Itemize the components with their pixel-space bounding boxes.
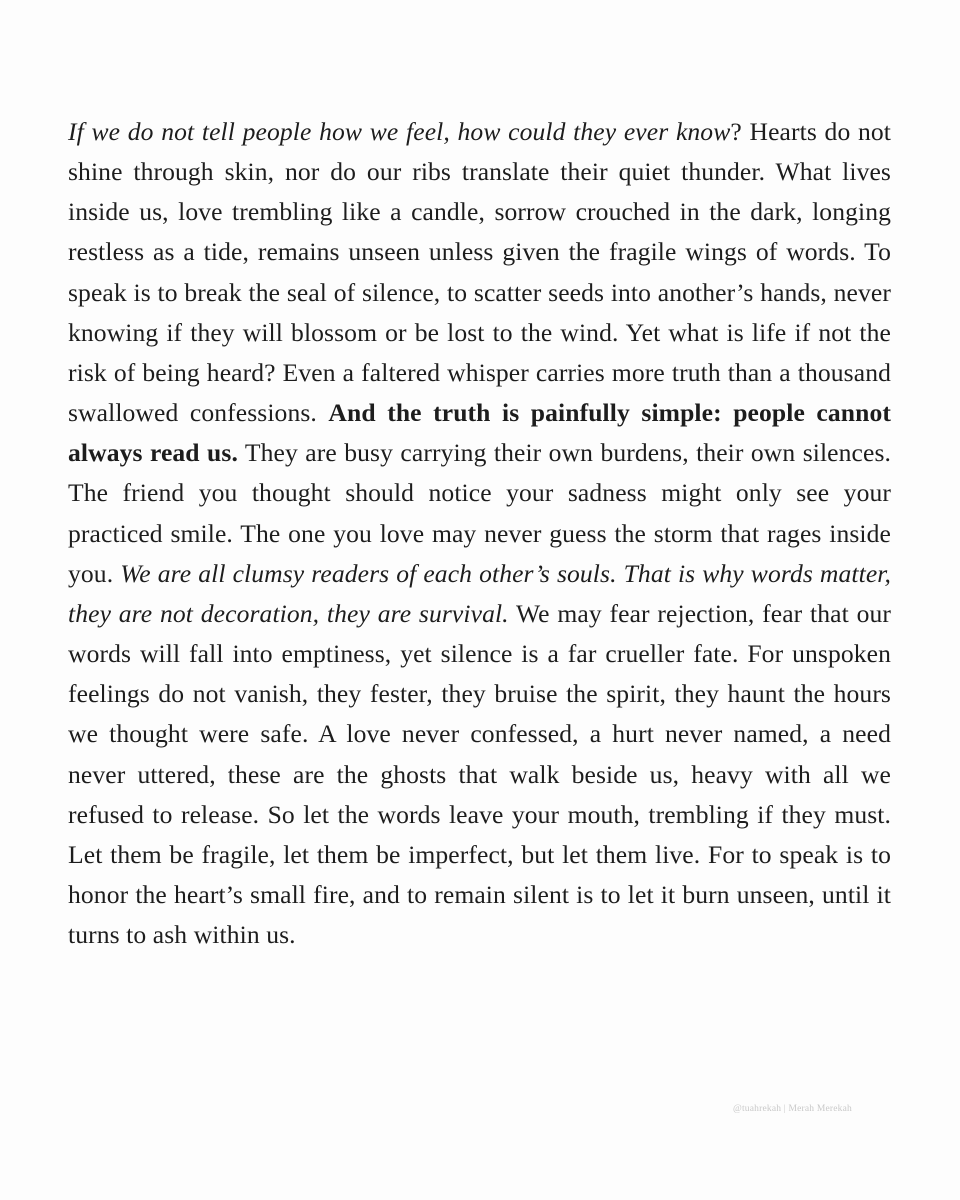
essay-segment-bold-emphasis: And the truth is painfully simple: people cannot always read us.	[68, 398, 891, 468]
essay-segment-italic-opening: If we do not tell people how we feel, how could they ever know	[68, 117, 731, 146]
essay-segment-normal: We may fear rejection, fear that our words will fall into emptiness, yet silence is a far crueller fate. For unspoken feelings do not vanish, they fester, they bruise the spirit, they haunt the hours we thought were safe. A love never confessed, a hurt never named, a need never uttered, these are the ghosts that walk beside us, heavy with all we refused to release. So let the words leave your mouth, trembling if they must. Let them be fragile, let them be imperfect, but let them live. For to speak is to honor the heart’s small fire, and to remain silent is to let it burn unseen, until it turns to ash within us.	[68, 598, 891, 950]
essay-segment-normal: They are busy carrying their own burdens, their own silences. The friend you thought should notice your sadness might only see your practiced smile. The one you love may never guess the storm that rages inside you.	[68, 438, 892, 588]
essay-paragraph	[68, 112, 891, 955]
essay-segment-italic-emphasis: We are all clumsy readers of each other’s souls. That is why words matter, they are not decoration, they are survival.	[68, 558, 892, 628]
author-credit-watermark: @tuahrekah | Merah Merekah	[733, 1104, 852, 1114]
essay-segment-normal: ? Hearts do not shine through skin, nor do our ribs translate their quiet thunder. What lives inside us, love trembling like a candle, sorrow crouched in the dark, longing restless as a tide, remains unseen unless given the fragile wings of words. To speak is to break the seal of silence, to scatter seeds into another’s hands, never knowing if they will blossom or be lost to the wind. Yet what is life if not the risk of being heard? Even a faltered whisper carries more truth than a thousand swallowed confessions.	[68, 117, 891, 428]
